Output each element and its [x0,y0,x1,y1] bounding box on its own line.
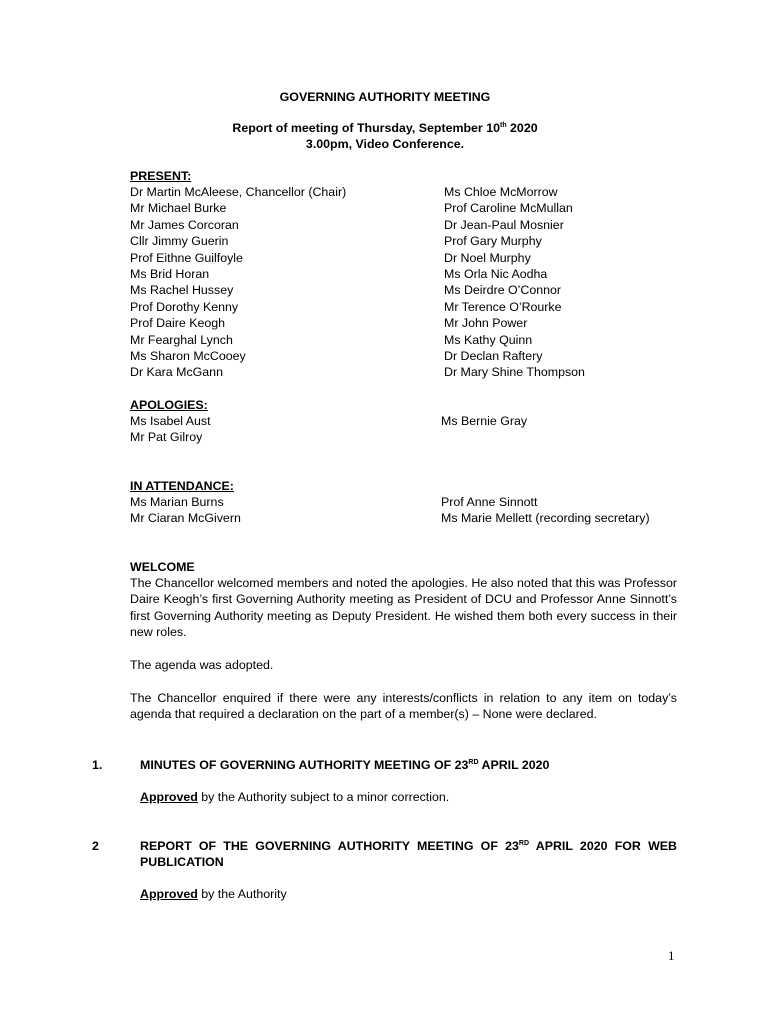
list-item: Ms Rachel Hussey [130,283,234,298]
item-1-number: 1. [92,758,103,772]
list-item: Mr Terence O’Rourke [444,299,562,314]
item-1-outcome: Approved by the Authority subject to a minor correction. [140,790,450,804]
present-list-left [130,184,346,381]
attendance-heading: IN ATTENDANCE: [130,479,234,493]
list-item: Ms Bernie Gray [441,414,528,428]
present-list-right [444,184,585,381]
approved-label: Approved [140,790,198,804]
approved-label: Approved [140,887,198,901]
list-item: Ms Marian Burns [130,495,224,509]
list-item: Ms Kathy Quinn [444,332,533,347]
document-title: GOVERNING AUTHORITY MEETING [279,90,491,104]
list-item: Dr Martin McAleese, Chancellor (Chair) [130,185,347,199]
list-item: Mr Ciaran McGivern [130,511,241,526]
conflicts-paragraph: The Chancellor enquired if there were any interests/conflicts in relation to any item on today’s agenda that required a declaration on the part of a member(s) – None were declared. [130,691,677,722]
report-date-line: Report of meeting of Thursday, September 10th 2020 [232,121,538,135]
report-time-line: 3.00pm, Video Conference. [305,137,465,151]
item-2-outcome: Approved by the Authority [140,887,287,901]
item-1-heading: MINUTES OF GOVERNING AUTHORITY MEETING OF 23RD APRIL 2020 [140,758,550,772]
list-item: Dr Jean-Paul Mosnier [444,217,564,232]
list-item: Ms Deirdre O’Connor [444,283,562,298]
attendance-list-right [441,494,650,527]
attendance-list-left [130,494,241,527]
list-item: Prof Eithne Guilfoyle [130,250,243,265]
list-item: Mr Pat Gilroy [130,430,203,445]
list-item: Ms Orla Nic Aodha [444,266,548,281]
item-2-number: 2 [92,839,99,853]
list-item: Prof Dorothy Kenny [130,299,239,314]
page-number: 1 [668,948,675,963]
list-item: Ms Brid Horan [130,266,210,281]
list-item: Mr Michael Burke [130,201,227,216]
list-item: Cllr Jimmy Guerin [130,234,229,249]
list-item: Dr Noel Murphy [444,250,531,265]
list-item: Ms Sharon McCooey [130,348,246,363]
list-item: Ms Isabel Aust [130,414,211,428]
welcome-heading: WELCOME [130,560,195,574]
agenda-paragraph: The agenda was adopted. [130,658,274,672]
list-item: Prof Caroline McMullan [444,201,573,216]
item-2-heading: REPORT OF THE GOVERNING AUTHORITY MEETING OF 23RD APRIL 2020 FOR WEB PUBLICATION [140,839,677,870]
welcome-paragraph: The Chancellor welcomed members and noted the apologies. He also noted that this was Professor Daire Keogh’s first Governing Authority meeting as President of DCU and Professor Anne Sinnott’s first Governing Authority meeting as Deputy President. He wished them both every success in their new roles. [130,576,677,640]
list-item: Mr James Corcoran [130,217,239,232]
list-item: Mr Fearghal Lynch [130,332,233,347]
list-item: Ms Chloe McMorrow [444,185,558,199]
list-item: Ms Marie Mellett (recording secretary) [441,511,650,526]
list-item: Prof Daire Keogh [130,316,226,331]
list-item: Dr Kara McGann [130,365,223,380]
list-item: Prof Anne Sinnott [441,495,538,509]
apologies-heading: APOLOGIES: [130,398,208,412]
list-item: Dr Declan Raftery [444,348,543,363]
apologies-list-right [441,413,527,429]
list-item: Prof Gary Murphy [444,234,542,249]
list-item: Dr Mary Shine Thompson [444,365,585,380]
present-heading: PRESENT: [130,169,192,183]
list-item: Mr John Power [444,316,528,331]
apologies-list-left [130,413,211,446]
